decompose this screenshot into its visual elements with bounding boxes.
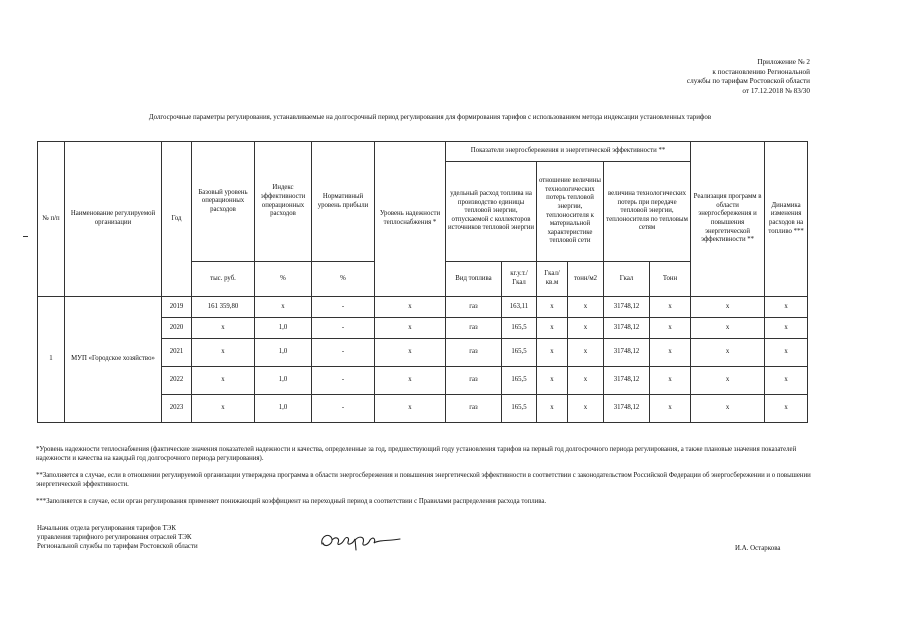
cell-loss-gcal: 31748,12 — [604, 297, 650, 318]
appendix-line: к постановлению Региональной — [712, 67, 810, 76]
cell-loss-ton: х — [650, 395, 691, 423]
cell-loss-ton: х — [650, 339, 691, 367]
cell-ratio-gcal: х — [537, 297, 568, 318]
cell-base: 161 359,80 — [192, 297, 255, 318]
cell-program: х — [691, 318, 765, 339]
cell-index: 1,0 — [255, 318, 312, 339]
header-losses: величина технологических потерь при передаче тепловой энергии, теплоносителя по тепловым сетям — [604, 162, 691, 262]
appendix-block — [687, 58, 810, 96]
cell-reliability: х — [375, 297, 446, 318]
header-profit: Нормативный уровень прибыли — [312, 142, 375, 262]
handwritten-signature — [318, 524, 403, 558]
header-num: № п/п — [38, 142, 65, 297]
cell-reliability: х — [375, 339, 446, 367]
cell-reliability: х — [375, 318, 446, 339]
cell-fuel: газ — [446, 297, 502, 318]
cell-rate: 165,5 — [502, 367, 537, 395]
cell-ratio-gcal: х — [537, 367, 568, 395]
cell-base: х — [192, 339, 255, 367]
cell-ratio-gcal: х — [537, 395, 568, 423]
cell-dynamics: х — [765, 297, 808, 318]
cell-base: х — [192, 395, 255, 423]
cell-index: х — [255, 297, 312, 318]
cell-index: 1,0 — [255, 367, 312, 395]
footnote-energy-program: **Заполняется в случае, если в отношении регулируемой организации утверждена программа в области энергосбережения и повышения энергетической эффективности в соответствии с законодательством Российской Федерации об энергосбережении и о повышении энергетической эффективности. — [36, 472, 811, 488]
header-row — [38, 142, 808, 162]
cell-fuel: газ — [446, 318, 502, 339]
cell-index: 1,0 — [255, 395, 312, 423]
cell-loss-gcal: 31748,12 — [604, 395, 650, 423]
header-base: Базовый уровень операционных расходов — [192, 142, 255, 262]
cell-profit: - — [312, 318, 375, 339]
cell-reliability: х — [375, 367, 446, 395]
cell-rate: 165,5 — [502, 395, 537, 423]
cell-profit: - — [312, 395, 375, 423]
unit-base: тыс. руб. — [192, 262, 255, 297]
header-year: Год — [162, 142, 192, 297]
unit-index: % — [255, 262, 312, 297]
cell-year: 2023 — [162, 395, 192, 423]
header-reliability: Уровень надежности теплоснабжения * — [375, 142, 446, 297]
cell-year: 2022 — [162, 367, 192, 395]
appendix-line: службы по тарифам Ростовской области — [686, 77, 810, 86]
cell-rate: 165,5 — [502, 318, 537, 339]
cell-loss-gcal: 31748,12 — [604, 367, 650, 395]
org-name: МУП «Городское хозяйство» — [65, 297, 162, 423]
cell-program: х — [691, 367, 765, 395]
cell-base: х — [192, 367, 255, 395]
header-program: Реализация программ в области энергосбережения и повышения энергетической эффективности ** — [691, 142, 765, 297]
cell-fuel: газ — [446, 367, 502, 395]
cell-ratio-ton: х — [568, 297, 604, 318]
appendix-line: Приложение № 2 — [757, 58, 810, 66]
cell-dynamics: х — [765, 318, 808, 339]
cell-profit: - — [312, 367, 375, 395]
cell-reliability: х — [375, 395, 446, 423]
cell-ratio-gcal: х — [537, 318, 568, 339]
signer-position: Начальник отдела регулирования тарифов ТЭК — [37, 525, 176, 532]
cell-year: 2020 — [162, 318, 192, 339]
unit-loss-gcal: Гкал — [604, 262, 650, 297]
header-org: Наименование регулируемой организации — [65, 142, 162, 297]
cell-loss-gcal: 31748,12 — [604, 339, 650, 367]
unit-fuel-rate: кг.у.т./ Гкал — [502, 262, 537, 297]
cell-rate: 163,11 — [502, 297, 537, 318]
cell-profit: - — [312, 297, 375, 318]
cell-base: х — [192, 318, 255, 339]
cell-program: х — [691, 339, 765, 367]
footnote-fuel: ***Заполняется в случае, если орган регулирования применяет понижающий коэффициент на переходный период в соответствии с Правилами распределения расхода топлива. — [36, 498, 547, 505]
cell-ratio-ton: х — [568, 339, 604, 367]
table-row — [38, 297, 808, 318]
unit-loss-ton: Тонн — [650, 262, 691, 297]
parameters-table — [37, 141, 808, 423]
footnote-reliability: *Уровень надежности теплоснабжения (фактические значения показателей надежности и качества, определенные за год, предшествующий году установления тарифов на первый год долгосрочного периода регулирования, а также плановые значения показателей надежности и качества на каждый год долгосрочного периода регулирования). — [36, 446, 797, 462]
cell-ratio-gcal: х — [537, 339, 568, 367]
margin-mark — [23, 236, 28, 237]
cell-loss-ton: х — [650, 367, 691, 395]
header-energy-group: Показатели энергосбережения и энергетической эффективности ** — [446, 142, 691, 162]
cell-ratio-ton: х — [568, 318, 604, 339]
unit-profit: % — [312, 262, 375, 297]
header-dynamics: Динамика изменения расходов на топливо *** — [765, 142, 808, 297]
appendix-line: от 17.12.2018 № 83/30 — [742, 86, 810, 95]
cell-ratio-ton: х — [568, 367, 604, 395]
signer-agency: Региональной службы по тарифам Ростовской области — [37, 542, 198, 550]
cell-profit: - — [312, 339, 375, 367]
cell-program: х — [691, 395, 765, 423]
document-title: Долгосрочные параметры регулирования, устанавливаемые на долгосрочный период регулирования для формирования тарифов с использованием метода индексации установленных тарифов — [148, 114, 712, 121]
cell-fuel: газ — [446, 395, 502, 423]
cell-index: 1,0 — [255, 339, 312, 367]
cell-loss-gcal: 31748,12 — [604, 318, 650, 339]
footnotes — [36, 445, 816, 514]
cell-dynamics: х — [765, 367, 808, 395]
cell-fuel: газ — [446, 339, 502, 367]
header-index: Индекс эффективности операционных расходов — [255, 142, 312, 262]
unit-fuel-type: Вид топлива — [446, 262, 502, 297]
cell-rate: 165,5 — [502, 339, 537, 367]
signer-name: И.А. Остаркова — [735, 545, 781, 552]
signer-department: управления тарифного регулирования отраслей ТЭК — [37, 533, 192, 541]
cell-year: 2019 — [162, 297, 192, 318]
unit-ratio-gcal: Гкал/ кв.м — [537, 262, 568, 297]
unit-ratio-ton: тонн/м2 — [568, 262, 604, 297]
cell-year: 2021 — [162, 339, 192, 367]
header-fuel: удельный расход топлива на производство единицы тепловой энергии, отпускаемой с коллекторов источников тепловой энергии — [446, 162, 537, 262]
header-ratio: отношение величины технологических потерь тепловой энергии, теплоносителя к материальной характеристике тепловой сети — [537, 162, 604, 262]
cell-loss-ton: х — [650, 318, 691, 339]
org-num: 1 — [38, 297, 65, 423]
cell-program: х — [691, 297, 765, 318]
cell-ratio-ton: х — [568, 395, 604, 423]
signer-block — [37, 525, 198, 551]
cell-loss-ton: х — [650, 297, 691, 318]
cell-dynamics: х — [765, 395, 808, 423]
cell-dynamics: х — [765, 339, 808, 367]
